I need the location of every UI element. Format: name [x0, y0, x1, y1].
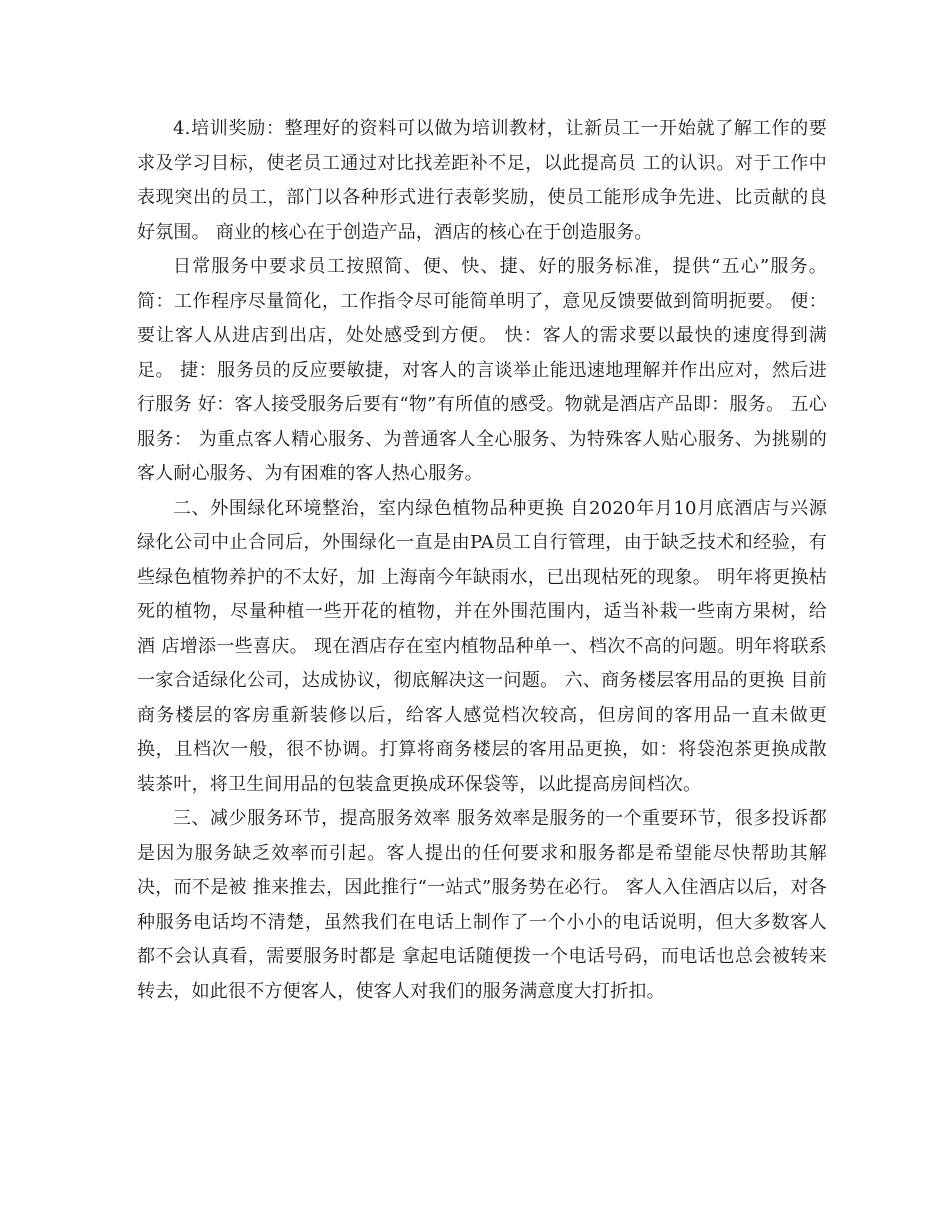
paragraph-training-rewards: 4.培训奖励：整理好的资料可以做为培训教材，让新员工一开始就了解工作的要求及学习目标，使老员工通过对比找差距补不足，以此提高员 工的认识。对于工作中表现突出的员工，部门以各种形式进行表彰奖励，使员工能形成争先进、比贡献的良好氛围。 商业的核心在于创造产品，酒店的核心在于创造服务。	[137, 118, 827, 243]
paragraph-service-efficiency: 三、减少服务环节，提高服务效率 服务效率是服务的一个重要环节，很多投诉都是因为服务缺乏效率而引起。客人提出的任何要求和服务都是希望能尽快帮助其解决，而不是被 推来推去，因此推行“一站式”服务势在必行。 客人入住酒店以后，对各种服务电话均不清楚，虽然我们在电话上制作了一个小小的电话说明，但大多数客人都不会认真看，需要服务时都是 拿起电话随便拨一个电话号码，而电话也总会被转来转去，如此很不方便客人，使客人对我们的服务满意度大打折扣。	[137, 808, 827, 1002]
paragraph-five-heart-service: 日常服务中要求员工按照简、便、快、捷、好的服务标准，提供“五心”服务。 简：工作程序尽量简化，工作指令尽可能简单明了，意见反馈要做到简明扼要。 便：要让客人从进店到出店，处处感受到方便。 快：客人的需求要以最快的速度得到满足。 捷：服务员的反应要敏捷，对客人的言谈举止能迅速地理解并作出应对，然后进行服务 好：客人接受服务后要有“物”有所值的感受。物就是酒店产品即：服务。 五心服务： 为重点客人精心服务、为普通客人全心服务、为特殊客人贴心服务、为挑剔的客人耐心服务、为有困难的客人热心服务。	[137, 256, 827, 484]
paragraph-greening-environment: 二、外围绿化环境整治，室内绿色植物品种更换 自2020年月10月底酒店与兴源绿化公司中止合同后，外围绿化一直是由PA员工自行管理，由于缺乏技术和经验，有些绿色植物养护的不太好，加 上海南今年缺雨水，已出现枯死的现象。 明年将更换枯死的植物，尽量种植一些开花的植物，并在外围范围内，适当补栽一些南方果树，给酒 店增添一些喜庆。 现在酒店存在室内植物品种单一、档次不高的问题。明年将联系一家合适绿化公司，达成协议，彻底解决这一问题。 六、商务楼层客用品的更换 目前商务楼层的客房重新装修以后，给客人感觉档次较高，但房间的客用品一直未做更换，且档次一般，很不协调。打算将商务楼层的客用品更换，如：将袋泡茶更换成散装茶叶，将卫生间用品的包装盒更换成环保袋等，以此提高房间档次。	[137, 497, 827, 795]
document-body	[137, 112, 827, 1009]
